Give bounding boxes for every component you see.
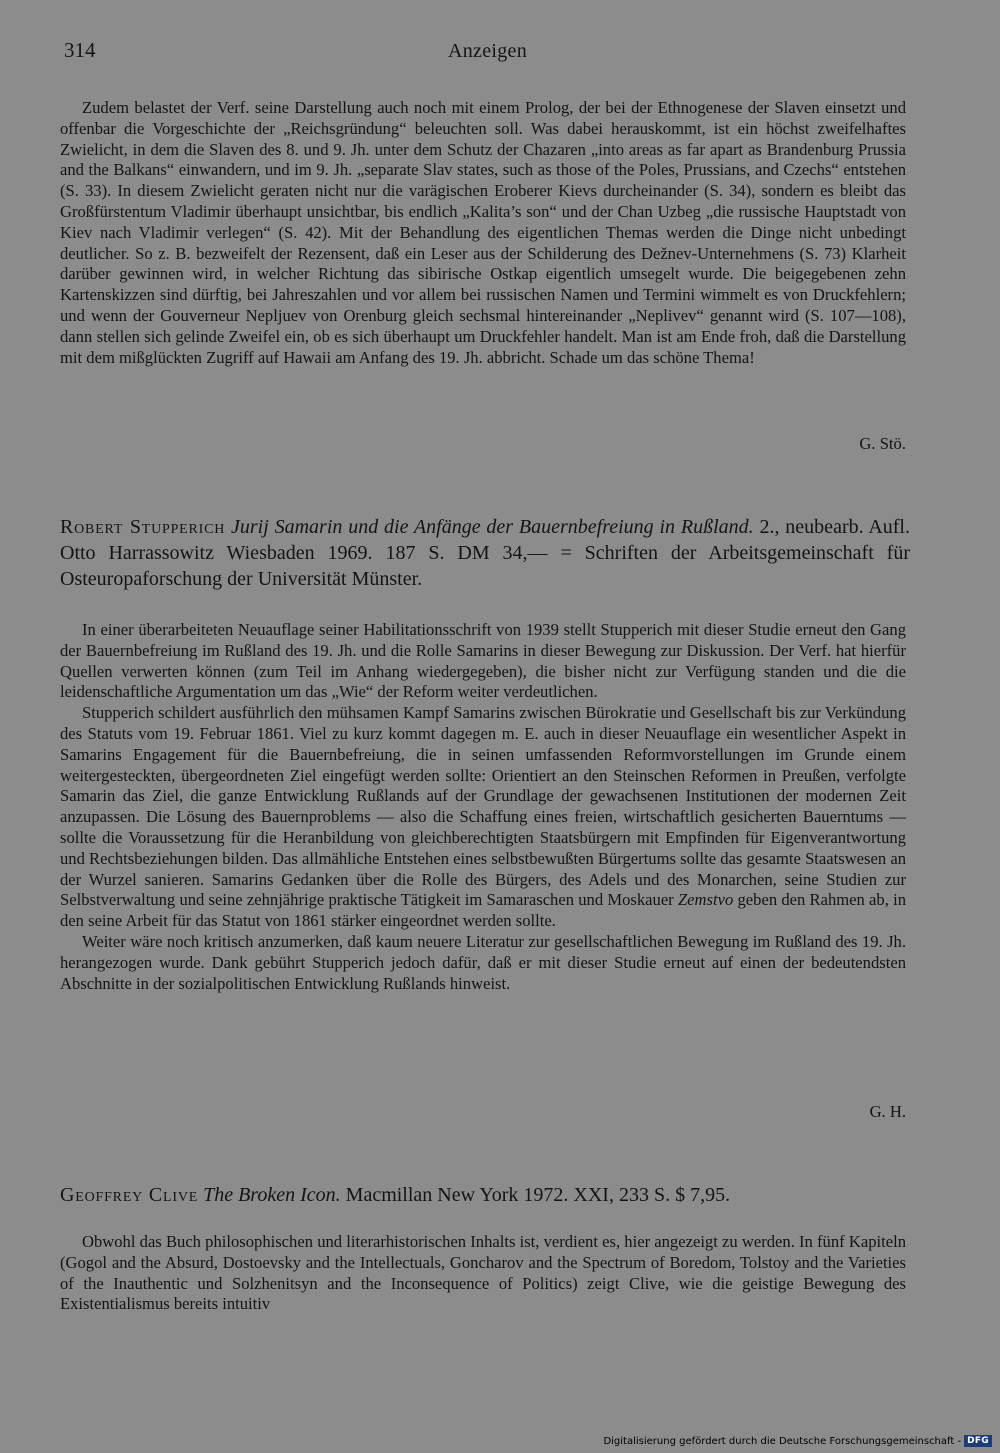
dfg-logo-icon: DFG	[964, 1435, 992, 1447]
page-number: 314	[64, 38, 96, 62]
review-1-signature: G. Stö.	[859, 434, 906, 453]
review-3-body	[60, 1232, 906, 1315]
digitization-footer	[603, 1435, 992, 1447]
review-2-title: Jurij Samarin und die Anfänge der Bauernbefreiung in Rußland.	[231, 516, 754, 538]
review-3-author: Geoffrey Clive	[60, 1184, 199, 1206]
footer-text: Digitalisierung gefördert durch die Deutsche Forschungsgemeinschaft -	[603, 1435, 962, 1447]
review-2-heading	[60, 514, 910, 592]
review-2-author: Robert Stupperich	[60, 516, 226, 538]
review-2-paragraph-2	[60, 703, 906, 932]
review-3-details: Macmillan New York 1972. XXI, 233 S. $ 7,95.	[345, 1184, 731, 1206]
review-1-paragraph: Zudem belastet der Verf. seine Darstellung auch noch mit einem Prolog, der bei der Ethnogenese der Slaven einsetzt und offenbar die Vorgeschichte der „Reichsgründung“ beleuchten soll. Was dabei herauskommt, ist ein höchst zweifelhaftes Zwielicht, in dem die Slaven des 8. und 9. Jh. unter dem Schutz der Chazaren „into areas as far apart as Brandenburg Prussia and the Balkans“ einwandern, und im 9. Jh. „separate Slav states, such as those of the Poles, Prussians, and Czechs“ entstehen (S. 33). In diesem Zwielicht geraten nicht nur die varägischen Eroberer Kievs durcheinander (S. 34), sondern es bleibt das Großfürstentum Vladimir überhaupt unsichtbar, bis endlich „Kalita’s son“ und der Chan Uzbeg „die russische Hauptstadt von Kiev nach Vladimir verlegen“ (S. 42). Mit der Behandlung des eigentlichen Themas werden die Dinge nicht unbedingt deutlicher. So z. B. bezweifelt der Rezensent, daß ein Leser aus der Schilderung des Dežnev-Unternehmens (S. 73) Klarheit darüber gewinnen wird, in welcher Richtung das sibirische Ostkap eigentlich umsegelt wurde. Die beigegebenen zehn Kartenskizzen sind dürftig, bei Jahreszahlen und vor allem bei russischen Namen und Termini wimmelt es von Druckfehlern; und wenn der Gouverneur Nepljuev von Orenburg gleich sechsmal hintereinander „Neplivev“ genannt wird (S. 107—108), dann stellen sich gelinde Zweifel ein, ob es sich überhaupt um Druckfehler handelt. Man ist am Ende froh, daß die Darstellung mit dem mißglückten Zugriff auf Hawaii am Anfang des 19. Jh. abbricht. Schade um das schöne Thema!	[60, 98, 906, 367]
review-2-body	[60, 620, 906, 994]
review-3-paragraph: Obwohl das Buch philosophischen und literarhistorischen Inhalts ist, verdient es, hier angezeigt zu werden. In fünf Kapiteln (Gogol and the Absurd, Dostoevsky and the Intellectuals, Goncharov and the Spectrum of Boredom, Tolstoy and the Varieties of the Inauthentic und Solzhenitsyn and the Inconsequence of Politics) zeigt Clive, wie die geistige Bewegung des Existentialismus bereits intuitiv	[60, 1232, 906, 1314]
review-2-signature: G. H.	[869, 1102, 906, 1121]
review-2-details: 2., neubearb. Aufl. Otto Harrassowitz Wiesbaden 1969. 187 S. DM 34,— = Schriften der Arbeitsgemeinschaft für Osteuropaforschung der Universität Münster.	[60, 516, 910, 590]
review-3-title: The Broken Icon.	[203, 1184, 341, 1206]
review-3-heading	[60, 1182, 910, 1208]
review-2-zemstvo: Zemstvo	[677, 890, 734, 910]
running-head: Anzeigen	[448, 40, 528, 62]
review-2-paragraph-2-tail: geben den Rahmen ab, in den seine Arbeit für das Statut von 1861 stärker eingeordnet werden sollte.	[60, 890, 906, 931]
review-2-paragraph-1: In einer überarbeiteten Neuauflage seiner Habilitationsschrift von 1939 stellt Stupperich mit dieser Studie erneut den Gang der Bauernbefreiung im Rußland des 19. Jh. und die Rolle Samarins in dieser Bewegung zur Diskussion. Der Verf. hat hierfür Quellen verwerten können (zum Teil im Anhang wiedergegeben), die bisher nicht zur Verfügung standen und die die leidenschaftliche Argumentation um das „Wie“ der Reform weiter verdeutlichen.	[60, 620, 906, 702]
review-2-paragraph-3: Weiter wäre noch kritisch anzumerken, daß kaum neuere Literatur zur gesellschaftlichen Bewegung im Rußland des 19. Jh. herangezogen wurde. Dank gebührt Stupperich jedoch dafür, daß er mit dieser Studie erneut auf einen der bedeutendsten Abschnitte in der sozialpolitischen Entwicklung Rußlands hinweist.	[60, 931, 906, 993]
review-2-paragraph-2-text: Stupperich schildert ausführlich den mühsamen Kampf Samarins zwischen Bürokratie und Gesellschaft bis zur Verkündung des Statuts vom 19. Februar 1861. Viel zu kurz kommt dagegen m. E. auch in dieser Neuauflage ein wesentlicher Aspekt in Samarins Engagement für die Bauernbefreiung, die in seinen umfassenden Reformvorstellungen im Grunde einem weitergesteckten, übergeordneten Ziel eingefügt werden sollte: Orientiert an den Steinschen Reformen in Preußen, verfolgte Samarin das Ziel, die ganze Entwicklung Rußlands auf der Grundlage der gewachsenen Institutionen der modernen Zeit anzupassen. Die Lösung des Bauernproblems — also die Schaffung eines freien, wirtschaftlich gesicherten Bauerntums — sollte die Voraussetzung für die Heranbildung von gleichberechtigten Staatsbürgern mit Empfinden für Eigenverantwortung und Rechtsbeziehungen bilden. Das allmähliche Entstehen eines selbstbewußten Bürgertums sollte das gesamte Staatswesen an der Wurzel sanieren. Samarins Gedanken über die Rolle des Bürgers, des Adels und des Monarchen, seine Studien zur Selbstverwaltung und seine zehnjährige praktische Tätigkeit im Samaraschen und Moskauer	[60, 703, 906, 910]
review-1-body	[60, 98, 906, 368]
